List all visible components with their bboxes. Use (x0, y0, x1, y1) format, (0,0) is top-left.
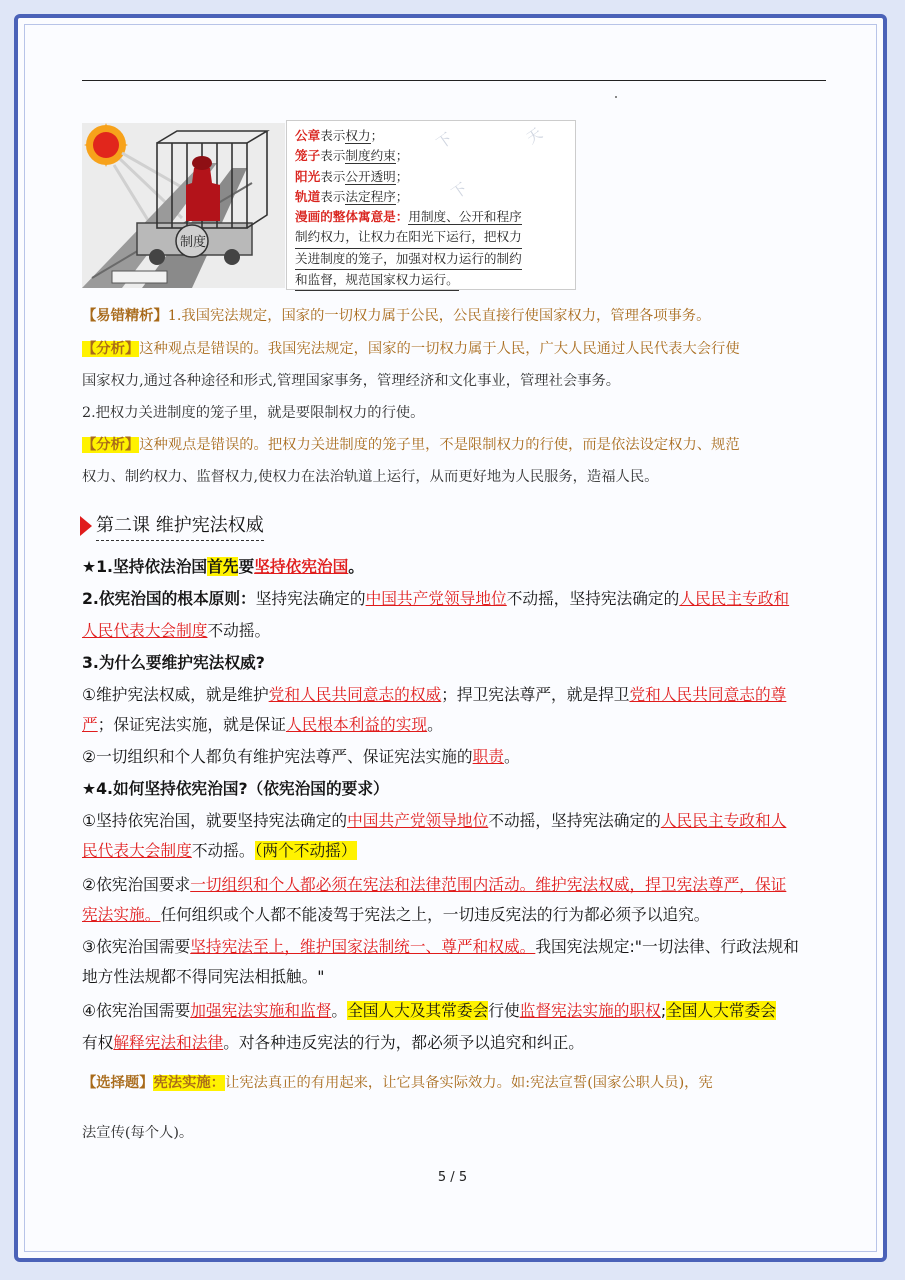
point-1: ★1.坚持依法治国首先要坚持依宪治国。 (82, 557, 364, 576)
cage-cartoon-image (82, 123, 285, 288)
point-4-4-cont: 有权解释宪法和法律。对各种违反宪法的行为，都必须予以追究和纠正。 (82, 1033, 584, 1052)
note-line-4: 轨道表示法定程序； (295, 188, 409, 204)
point-2-cont: 人民代表大会制度不动摇。 (82, 621, 271, 640)
point-4-3: ③依宪治国需要坚持宪法至上，维护国家法制统一、尊严和权威。我国宪法规定:"一切法律、行政法规和 (82, 937, 799, 956)
point-2: 2.依宪治国的根本原则：坚持宪法确定的中国共产党领导地位不动摇，坚持宪法确定的人民民主专政和 (82, 589, 790, 608)
point-4-1: ①坚持依宪治国，就要坚持宪法确定的中国共产党领导地位不动摇，坚持宪法确定的人民民主专政和人 (82, 811, 787, 830)
point-3-1: ①维护宪法权威，就是维护党和人民共同意志的权威；捍卫宪法尊严，就是捍卫党和人民共同意志的尊 (82, 685, 787, 704)
error-analysis-1: 【分析】这种观点是错误的。我国宪法规定，国家的一切权力属于人民，广大人民通过人民代表大会行使 (82, 341, 740, 357)
cartoon-explanation-box: 下 天 下 公章表示权力； 笼子表示制度约束； 阳光表示公开透明； 轨道表示法定程序； 漫画的整体寓意是：用制度、公开和程序 制约权力，让权力在阳光下运行，把权力 关进制度的笼子，加强对权力运行的制约 和监督，规范国家权力运行。 (286, 120, 576, 290)
note-line-3: 阳光表示公开透明； (295, 168, 409, 184)
analysis-tag-1: 【分析】 (82, 341, 140, 357)
section-arrow-icon (80, 516, 92, 536)
point-4-2-cont: 宪法实施。任何组织或个人都不能凌驾于宪法之上，一切违反宪法的行为都必须予以追究。 (82, 905, 710, 924)
error-item-2: 2.把权力关进制度的笼子里，就是要限制权力的行使。 (82, 405, 425, 421)
analysis-tag-2: 【分析】 (82, 437, 140, 453)
note-line-1: 公章表示权力； (295, 128, 384, 143)
point-4-3-cont: 地方性法规都不得同宪法相抵触。" (82, 967, 325, 986)
error-item-1: 【易错精析】1.我国宪法规定，国家的一切权力属于公民，公民直接行使国家权力，管理各项事务。 (82, 308, 711, 324)
page-number: 5 / 5 (437, 1170, 468, 1185)
error-analysis-2-cont: 权力、制约权力、监督权力,使权力在法治轨道上运行，从而更好地为人民服务，造福人民。 (82, 469, 659, 485)
choice-note: 【选择题】宪法实施：让宪法真正的有用起来，让它具备实际效力。如:宪法宣誓(国家公职人员)，宪 (82, 1075, 713, 1091)
note-line-2: 笼子表示制度约束； (295, 148, 409, 164)
point-3-heading: 3.为什么要维护宪法权威? (82, 653, 265, 672)
point-3-1-cont: 严；保证宪法实施，就是保证人民根本利益的实现。 (82, 715, 443, 734)
point-4-1-cont: 民代表大会制度不动摇。（两个不动摇） (82, 841, 357, 860)
section-title: 第二课 维护宪法权威 (96, 514, 264, 541)
point-4-4: ④依宪治国需要加强宪法实施和监督。全国人大及其常委会行使监督宪法实施的职权;全国人大常委会 (82, 1001, 776, 1020)
note-line-5: 漫画的整体寓意是：用制度、公开和程序 (295, 209, 522, 225)
note-line-8: 和监督，规范国家权力运行。 (295, 270, 459, 291)
note-line-7: 关进制度的笼子，加强对权力运行的制约 (295, 249, 522, 270)
cage-cartoon-drawing (82, 123, 285, 288)
two-unwavering-highlight: （两个不动摇） (254, 841, 357, 860)
gear-label: 制度 (180, 235, 207, 250)
error-analysis-2: 【分析】这种观点是错误的。把权力关进制度的笼子里，不是限制权力的行使，而是依法设定权力、规范 (82, 437, 740, 453)
point-3-2: ②一切组织和个人都负有维护宪法尊严、保证宪法实施的职责。 (82, 747, 520, 766)
point-4-2: ②依宪治国要求一切组织和个人都必须在宪法和法律范围内活动。维护宪法权威，捍卫宪法尊严，保证 (82, 875, 787, 894)
note-line-6: 制约权力，让权力在阳光下运行，把权力 (295, 227, 522, 248)
speck (615, 96, 617, 98)
header-rule (82, 80, 826, 81)
error-analysis-1-cont: 国家权力,通过各种途径和形式,管理国家事务，管理经济和文化事业，管理社会事务。 (82, 373, 621, 389)
choice-note-cont: 法宣传(每个人)。 (82, 1125, 194, 1141)
point-4-heading: ★4.如何坚持依宪治国?（依宪治国的要求） (82, 779, 389, 798)
